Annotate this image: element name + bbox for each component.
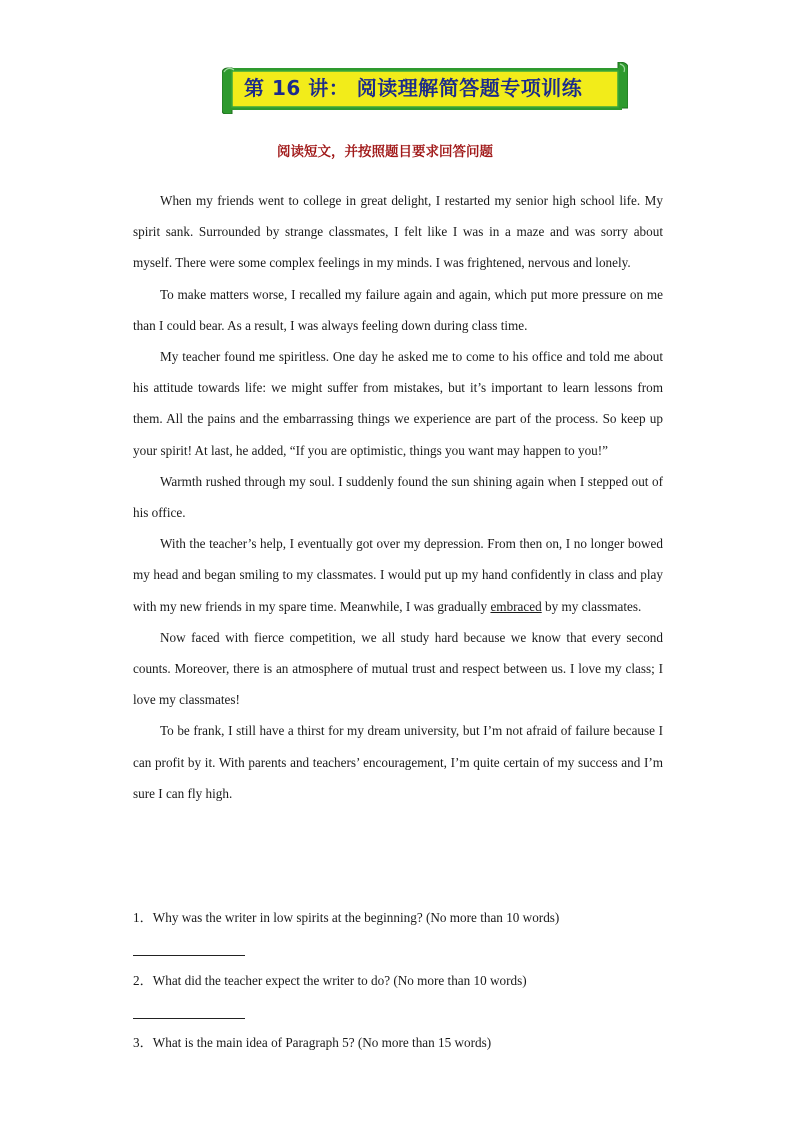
passage-paragraph-2: To make matters worse, I recalled my failure again and again, which put more pressure on me than I could bear. As a result, I was always feeling down during class time. <box>133 286 663 333</box>
question-2: 2．What did the teacher expect the writer to do? (No more than 10 words) <box>133 973 527 988</box>
passage-paragraph-5 <box>133 528 663 622</box>
paragraph-5-text-end: by my classmates. <box>541 598 642 614</box>
question-1: 1．Why was the writer in low spirits at the beginning? (No more than 10 words) <box>133 910 560 925</box>
reading-passage <box>133 185 663 809</box>
question-3: 3．What is the main idea of Paragraph 5? (No more than 15 words) <box>133 1035 492 1050</box>
passage-paragraph-3: My teacher found me spiritless. One day he asked me to come to his office and told me about his attitude towards life: we might suffer from mistakes, but it’s important to learn lessons from them. All the pains and the embarrassing things we experience are part of the process. So keep up your spirit! At last, he added, “If you are optimistic, things you want may happen to you!” <box>133 349 663 458</box>
paragraph-5-text-start: With the teacher’s help, I eventually got over my depression. From then on, I no longer bowed my head and began smiling to my classmates. I would put up my hand confidently in class and play with my new friends in my spare time. Meanwhile, I was gradually <box>133 536 663 614</box>
lesson-title-banner <box>222 62 628 114</box>
passage-paragraph-6: Now faced with fierce competition, we all study hard because we know that every second counts. Moreover, there is an atmosphere of mutual trust and respect between us. I love my class; I love my classmates! <box>133 629 663 708</box>
answer-line-1[interactable] <box>133 955 245 956</box>
passage-paragraph-4: Warmth rushed through my soul. I suddenly found the sun shining again when I stepped out of his office. <box>133 473 663 521</box>
passage-paragraph-1: When my friends went to college in great delight, I restarted my senior high school life. My spirit sank. Surrounded by strange classmates, I felt like I was in a maze and was sorry about myself. There were some complex feelings in my minds. I was frightened, nervous and lonely. <box>133 193 663 271</box>
reading-instruction: 阅读短文，并按照题目要求回答问题 <box>277 144 493 160</box>
page-title: 第 16 讲： 阅读理解简答题专项训练 <box>244 76 583 100</box>
answer-line-2[interactable] <box>133 1018 245 1019</box>
passage-paragraph-7: To be frank, I still have a thirst for my dream university, but I’m not afraid of failure because I can profit by it. With parents and teachers’ encouragement, I’m quite certain of my success and I’m sure I can fly high. <box>133 723 663 801</box>
underlined-word-embraced: embraced <box>490 598 542 614</box>
